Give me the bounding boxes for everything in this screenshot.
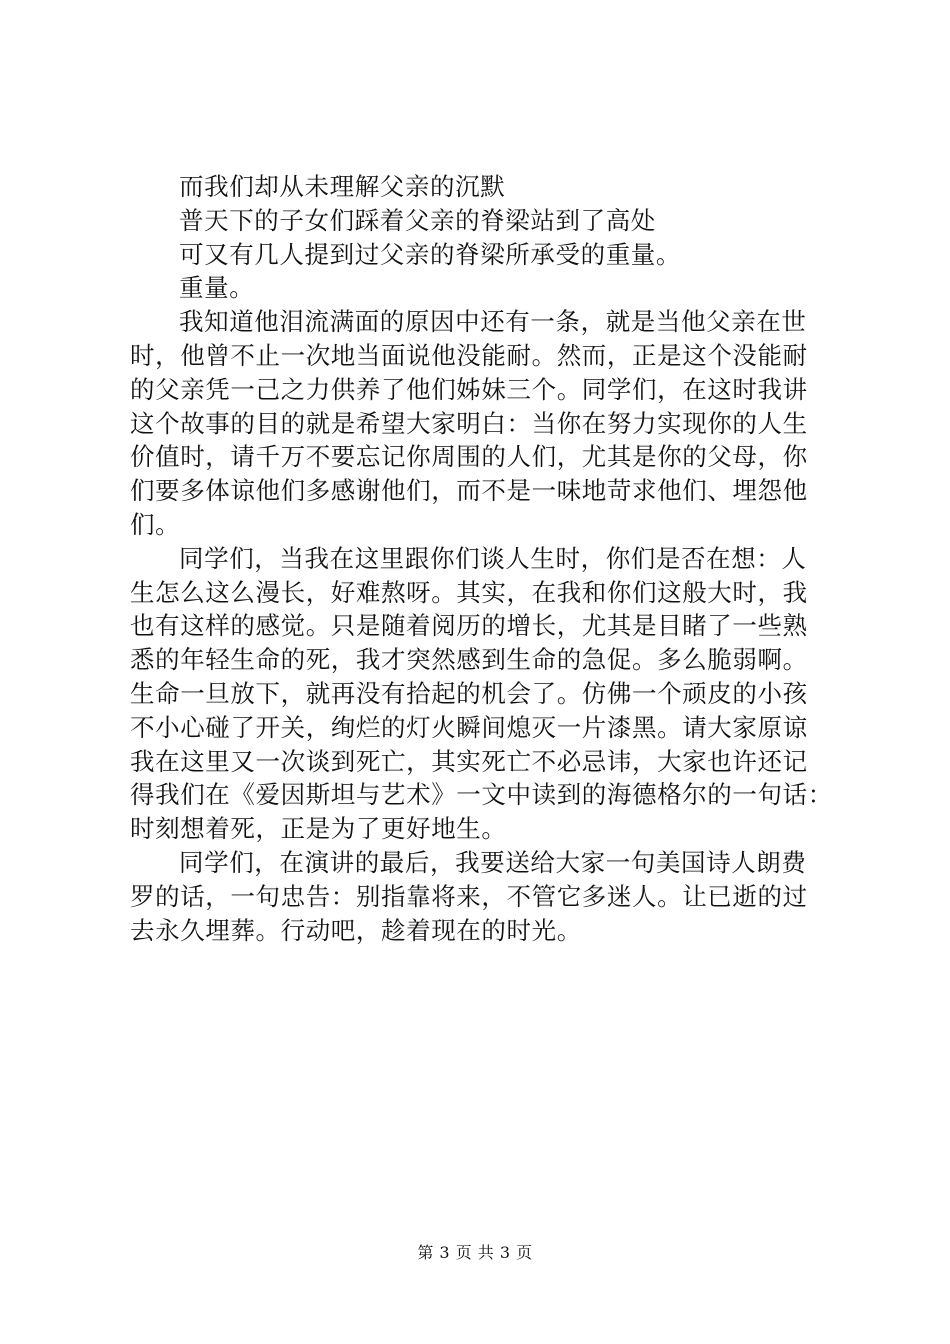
text-line: 去永久埋葬。行动吧，趁着现在的时光。	[130, 915, 582, 945]
text-line: 生命一旦放下，就再没有拾起的机会了。仿佛一个顽皮的小孩	[130, 678, 808, 708]
text-line: 而我们却从未理解父亲的沉默	[179, 172, 506, 201]
text-line: 我知道他泪流满面的原因中还有一条，就是当他父亲在世	[179, 307, 807, 337]
text-line: 不小心碰了开关，绚烂的灯火瞬间熄灭一片漆黑。请大家原谅	[130, 712, 808, 742]
text-line: 普天下的子女们踩着父亲的脊梁站到了高处	[179, 205, 656, 235]
text-line: 罗的话，一句忠告：别指靠将来，不管它多迷人。让已逝的过	[130, 881, 808, 911]
text-line: 可又有几人提到过父亲的脊梁所承受的重量。	[179, 239, 681, 269]
text-line: 同学们，当我在这里跟你们谈人生时，你们是否在想：人	[179, 543, 807, 573]
text-line: 也有这样的感觉。只是随着阅历的增长，尤其是目睹了一些熟	[130, 611, 808, 641]
text-line: 的父亲凭一己之力供养了他们姊妹三个。同学们，在这时我讲	[130, 374, 808, 404]
text-line: 生怎么这么漫长，好难熬呀。其实，在我和你们这般大时，我	[130, 577, 808, 607]
text-line: 时，他曾不止一次地当面说他没能耐。然而，正是这个没能耐	[130, 340, 808, 370]
page-footer: 第 3 页 共 3 页	[417, 1243, 533, 1262]
text-line: 得我们在《爱因斯坦与艺术》一文中读到的海德格尔的一句话：	[130, 780, 833, 810]
text-line: 这个故事的目的就是希望大家明白：当你在努力实现你的人生	[130, 408, 808, 438]
text-line: 我在这里又一次谈到死亡，其实死亡不必忌讳，大家也许还记	[130, 746, 808, 776]
text-line: 们要多体谅他们多感谢他们，而不是一味地苛求他们、埋怨他	[130, 476, 808, 506]
text-line: 重量。	[179, 273, 255, 303]
text-line: 价值时，请千万不要忘记你周围的人们，尤其是你的父母，你	[130, 442, 808, 472]
text-line: 同学们，在演讲的最后，我要送给大家一句美国诗人朗费	[179, 847, 807, 877]
body-text	[130, 170, 833, 947]
text-line: 悉的年轻生命的死，我才突然感到生命的急促。多么脆弱啊。	[130, 645, 808, 675]
text-line: 们。	[130, 509, 181, 539]
text-line: 时刻想着死，正是为了更好地生。	[130, 814, 507, 844]
